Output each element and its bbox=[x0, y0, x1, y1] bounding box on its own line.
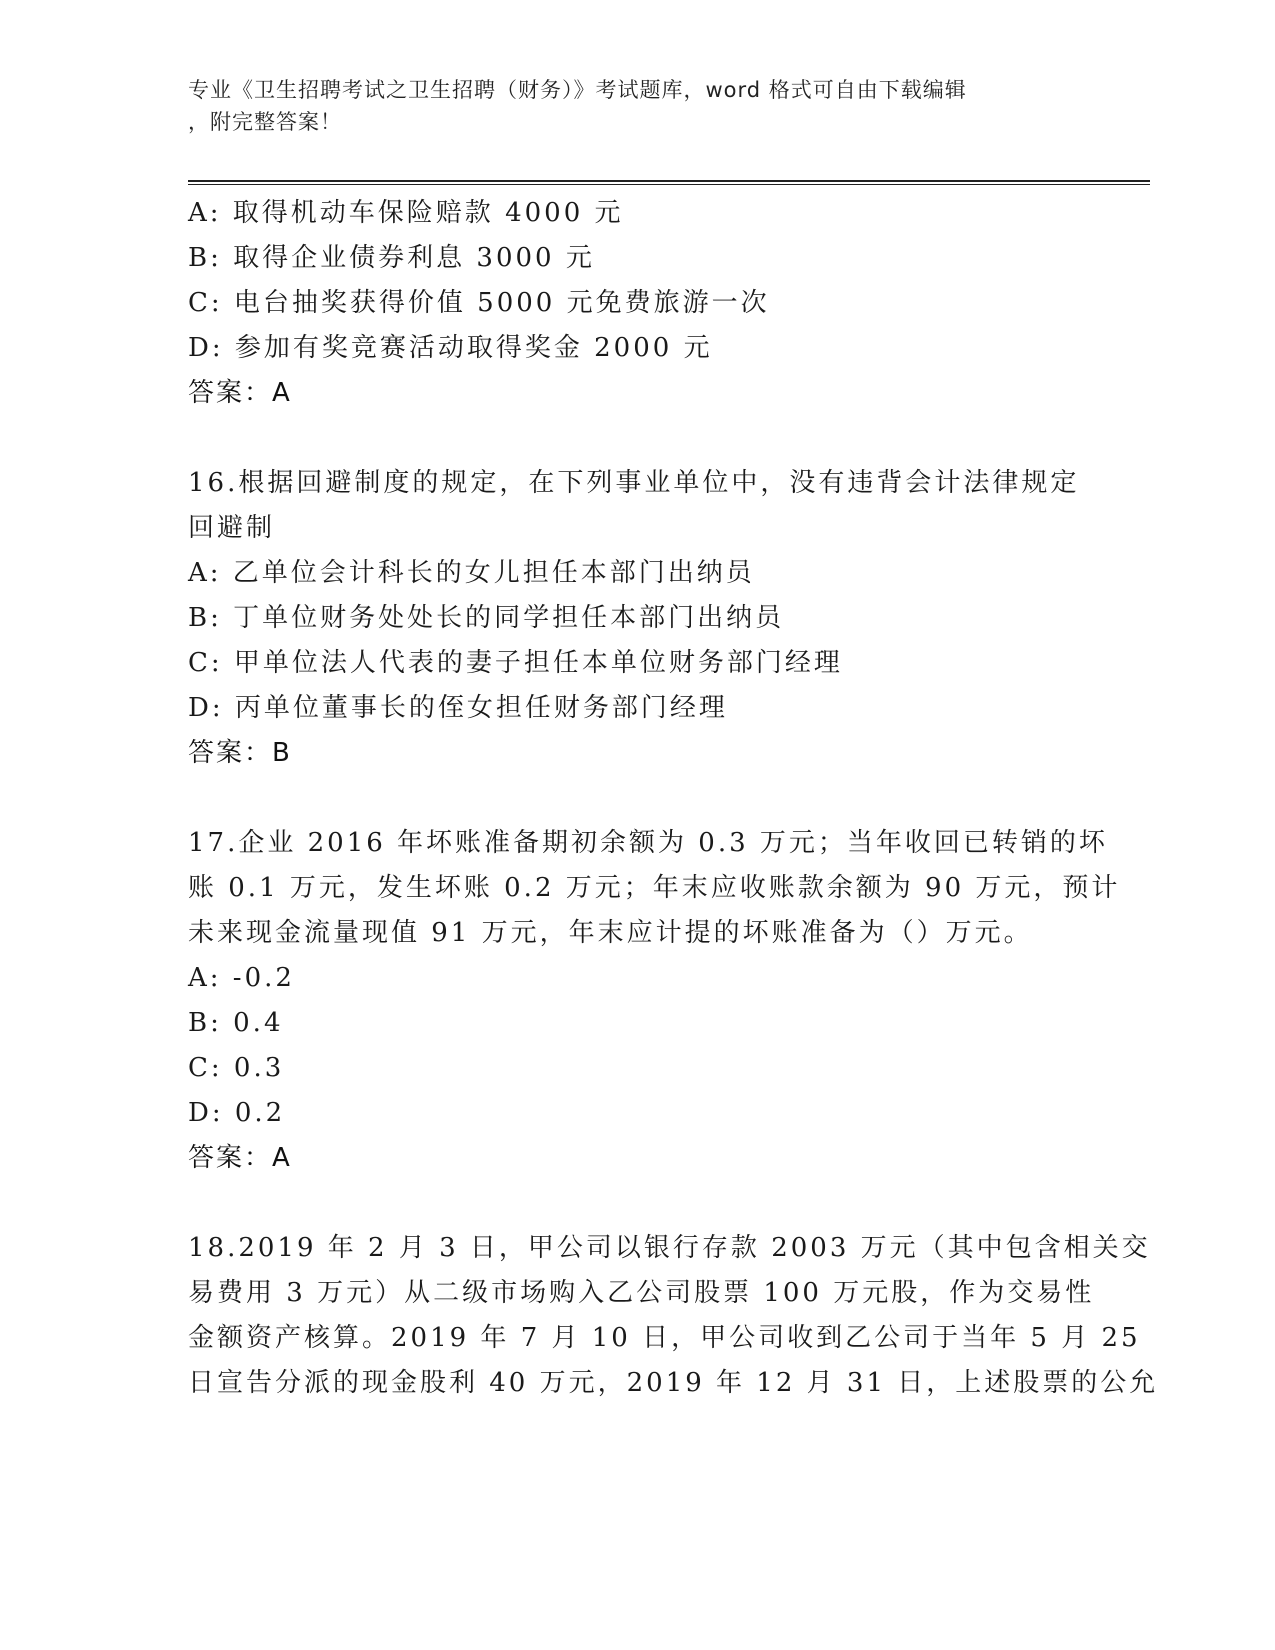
question-list bbox=[188, 191, 1159, 1406]
question-stem-line: 18.2019 年 2 月 3 日，甲公司以银行存款 2003 万元（其中包含相关交 bbox=[188, 1233, 1151, 1263]
answer-line: 答案：B bbox=[188, 738, 292, 768]
option-b: B: 丁单位财务处处长的同学担任本部门出纳员 bbox=[188, 603, 785, 633]
question-stem-line: 账 0.1 万元，发生坏账 0.2 万元；年末应收账款余额为 90 万元，预计 bbox=[188, 873, 1121, 903]
answer-line: 答案：A bbox=[188, 378, 292, 408]
option-a: A: -0.2 bbox=[188, 963, 295, 993]
option-b: B: 取得企业债券利息 3000 元 bbox=[188, 243, 595, 273]
question-15 bbox=[188, 191, 1088, 416]
question-16 bbox=[188, 461, 1088, 776]
question-stem-line: 易费用 3 万元）从二级市场购入乙公司股票 100 万元股，作为交易性 bbox=[188, 1278, 1095, 1308]
option-c: C: 0.3 bbox=[188, 1053, 285, 1083]
header-divider bbox=[188, 180, 1150, 182]
question-stem-line: 金额资产核算。2019 年 7 月 10 日，甲公司收到乙公司于当年 5 月 25 bbox=[188, 1323, 1141, 1353]
option-c: C: 甲单位法人代表的妻子担任本单位财务部门经理 bbox=[188, 648, 843, 678]
option-d: D: 0.2 bbox=[188, 1098, 286, 1128]
header-line-2: ，附完整答案！ bbox=[188, 110, 342, 134]
answer-line: 答案：A bbox=[188, 1143, 292, 1173]
option-d: D: 丙单位董事长的侄女担任财务部门经理 bbox=[188, 693, 728, 723]
document-header bbox=[188, 74, 1088, 138]
question-stem-line: 16.根据回避制度的规定，在下列事业单位中，没有违背会计法律规定 bbox=[188, 468, 1080, 498]
question-stem-line: 回避制 bbox=[188, 513, 276, 543]
option-a: A: 取得机动车保险赔款 4000 元 bbox=[188, 198, 624, 228]
question-stem-line: 未来现金流量现值 91 万元，年末应计提的坏账准备为（）万元。 bbox=[188, 918, 1033, 948]
option-a: A: 乙单位会计科长的女儿担任本部门出纳员 bbox=[188, 558, 755, 588]
header-line-1: 专业《卫生招聘考试之卫生招聘（财务）》考试题库，word 格式可自由下载编辑 bbox=[188, 78, 967, 102]
header-divider-thin bbox=[188, 184, 1150, 185]
option-b: B: 0.4 bbox=[188, 1008, 284, 1038]
question-17 bbox=[188, 821, 1121, 1181]
option-c: C: 电台抽奖获得价值 5000 元免费旅游一次 bbox=[188, 288, 770, 318]
question-stem-line: 17.企业 2016 年坏账准备期初余额为 0.3 万元；当年收回已转销的坏 bbox=[188, 828, 1108, 858]
option-d: D: 参加有奖竞赛活动取得奖金 2000 元 bbox=[188, 333, 713, 363]
question-18 bbox=[188, 1226, 1159, 1406]
question-stem-line: 日宣告分派的现金股利 40 万元，2019 年 12 月 31 日，上述股票的公允 bbox=[188, 1368, 1159, 1398]
